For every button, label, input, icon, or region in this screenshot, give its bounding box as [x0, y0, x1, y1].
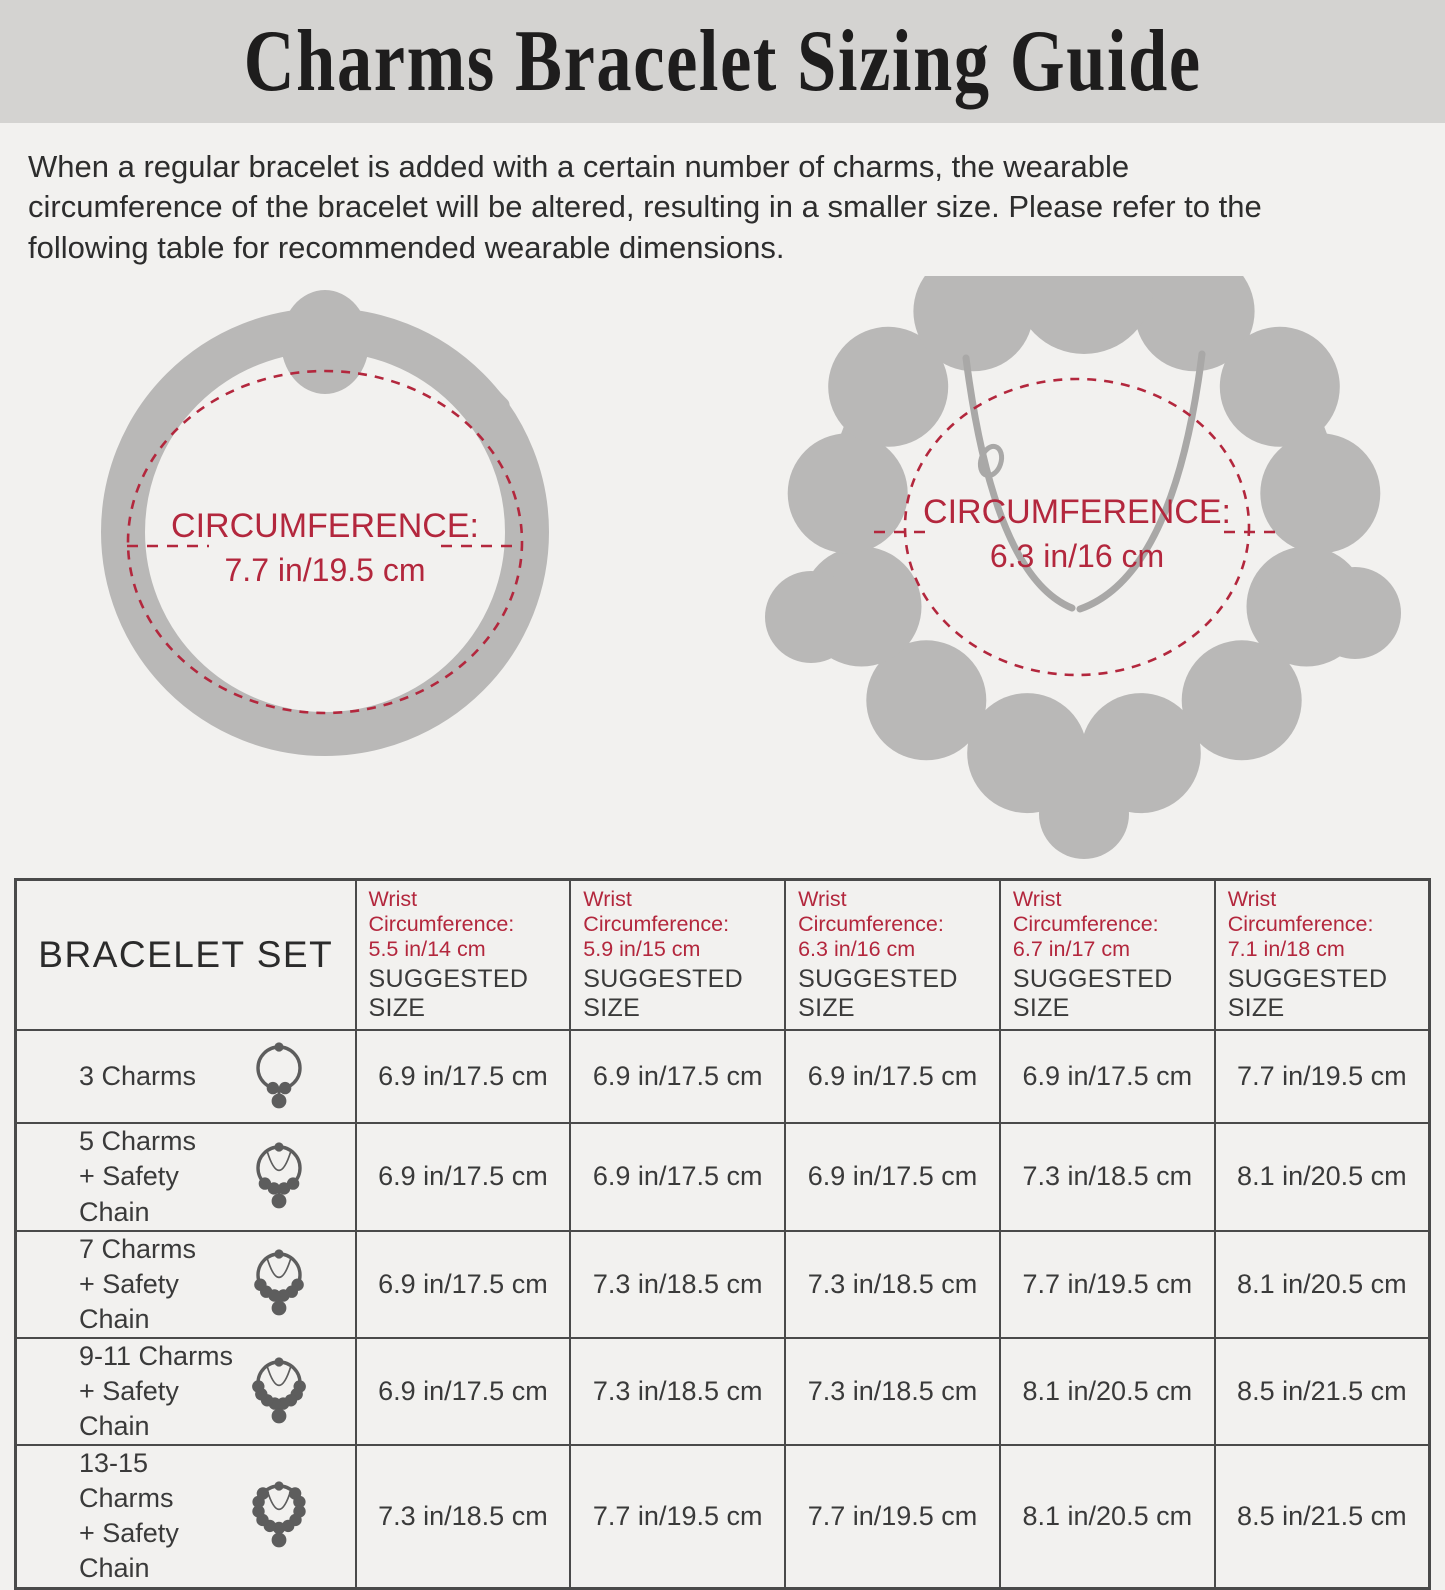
charm-bracelet-figure: [723, 274, 1445, 874]
illustrations-section: [0, 274, 1445, 874]
wrist-circumference-value: 6.7 in/17 cm: [1013, 937, 1206, 962]
wrist-circumference-label: Wrist Circumference:: [1228, 887, 1420, 937]
table-row: [16, 1338, 1430, 1445]
table-row: [16, 1123, 1430, 1230]
intro-line: When a regular bracelet is added with a certain number of charms, the wearable: [28, 147, 1417, 187]
table-row: [16, 1030, 1430, 1123]
suggested-size-value: 7.7 in/19.5 cm: [570, 1445, 785, 1588]
page-title: Charms Bracelet Sizing Guide: [244, 11, 1202, 112]
suggested-size-label: SUGGESTED SIZE: [1013, 965, 1206, 1023]
intro-paragraph: [28, 147, 1417, 268]
suggested-size-label: SUGGESTED SIZE: [1228, 965, 1420, 1023]
suggested-size-value: 6.9 in/17.5 cm: [570, 1123, 785, 1230]
table-row: [16, 1231, 1430, 1338]
bracelet-set-label: 13-15 Charms + Safety Chain: [79, 1446, 247, 1586]
circumference-value: 6.3 in/16 cm: [990, 538, 1164, 574]
bracelet-set-cell: [16, 1338, 356, 1445]
intro-line: circumference of the bracelet will be altered, resulting in a smaller size. Please refer to the: [28, 187, 1417, 227]
suggested-size-value: 7.3 in/18.5 cm: [785, 1231, 1000, 1338]
suggested-size-label: SUGGESTED SIZE: [369, 965, 562, 1023]
suggested-size-value: 7.3 in/18.5 cm: [570, 1231, 785, 1338]
suggested-size-value: 6.9 in/17.5 cm: [356, 1030, 571, 1123]
suggested-size-value: 7.3 in/18.5 cm: [785, 1338, 1000, 1445]
suggested-size-value: 7.7 in/19.5 cm: [785, 1445, 1000, 1588]
wrist-circumference-value: 7.1 in/18 cm: [1228, 937, 1420, 962]
suggested-size-value: 7.7 in/19.5 cm: [1215, 1030, 1430, 1123]
wrist-circumference-label: Wrist Circumference:: [583, 887, 776, 937]
bracelet-set-header: BRACELET SET: [16, 879, 356, 1030]
charm-bracelet-illustration: [754, 276, 1414, 876]
bracelet-set-cell: [16, 1123, 356, 1230]
suggested-size-value: 8.5 in/21.5 cm: [1215, 1445, 1430, 1588]
wrist-circumference-label: Wrist Circumference:: [798, 887, 991, 937]
wrist-circumference-value: 5.5 in/14 cm: [369, 937, 562, 962]
bracelet-set-icon: [247, 1246, 311, 1322]
wrist-column-header: [356, 879, 571, 1030]
bracelet-set-label: 5 Charms + Safety Chain: [79, 1124, 247, 1229]
bracelet-set-label: 3 Charms: [79, 1059, 196, 1094]
suggested-size-value: 8.1 in/20.5 cm: [1000, 1445, 1215, 1588]
suggested-size-value: 8.5 in/21.5 cm: [1215, 1338, 1430, 1445]
suggested-size-value: 6.9 in/17.5 cm: [356, 1231, 571, 1338]
bracelet-set-cell: [16, 1030, 356, 1123]
suggested-size-value: 7.3 in/18.5 cm: [356, 1445, 571, 1588]
title-banner: [0, 0, 1445, 123]
suggested-size-label: SUGGESTED SIZE: [583, 965, 776, 1023]
table-header-row: [16, 879, 1430, 1030]
bracelet-set-icon: [247, 1139, 311, 1215]
wrist-circumference-value: 6.3 in/16 cm: [798, 937, 991, 962]
suggested-size-value: 6.9 in/17.5 cm: [1000, 1030, 1215, 1123]
suggested-size-value: 7.7 in/19.5 cm: [1000, 1231, 1215, 1338]
suggested-size-value: 6.9 in/17.5 cm: [785, 1030, 1000, 1123]
clasp-bead: [1014, 276, 1154, 354]
suggested-size-value: 7.3 in/18.5 cm: [1000, 1123, 1215, 1230]
plain-bracelet-illustration: [15, 284, 635, 784]
suggested-size-value: 6.9 in/17.5 cm: [785, 1123, 1000, 1230]
bracelet-set-icon: [247, 1478, 311, 1554]
bracelet-set-icon: [247, 1039, 311, 1115]
clasp-shape: [281, 290, 369, 394]
suggested-size-value: 6.9 in/17.5 cm: [570, 1030, 785, 1123]
suggested-size-value: 7.3 in/18.5 cm: [570, 1338, 785, 1445]
wrist-column-header: [785, 879, 1000, 1030]
suggested-size-value: 8.1 in/20.5 cm: [1000, 1338, 1215, 1445]
bracelet-set-label: 9-11 Charms + Safety Chain: [79, 1339, 247, 1444]
circumference-value: 7.7 in/19.5 cm: [225, 552, 426, 588]
wrist-column-header: [1215, 879, 1430, 1030]
circumference-label: CIRCUMFERENCE:: [923, 493, 1231, 531]
suggested-size-value: 6.9 in/17.5 cm: [356, 1123, 571, 1230]
table-row: [16, 1445, 1430, 1588]
bracelet-set-icon: [247, 1354, 311, 1430]
suggested-size-value: 6.9 in/17.5 cm: [356, 1338, 571, 1445]
wrist-column-header: [1000, 879, 1215, 1030]
intro-line: following table for recommended wearable dimensions.: [28, 228, 1417, 268]
circumference-label: CIRCUMFERENCE:: [171, 507, 479, 545]
bracelet-set-cell: [16, 1445, 356, 1588]
suggested-size-value: 8.1 in/20.5 cm: [1215, 1231, 1430, 1338]
wrist-column-header: [570, 879, 785, 1030]
suggested-size-label: SUGGESTED SIZE: [798, 965, 991, 1023]
plain-bracelet-figure: [0, 274, 723, 874]
suggested-size-value: 8.1 in/20.5 cm: [1215, 1123, 1430, 1230]
sizing-table: [14, 878, 1431, 1590]
bracelet-set-cell: [16, 1231, 356, 1338]
wrist-circumference-label: Wrist Circumference:: [1013, 887, 1206, 937]
wrist-circumference-value: 5.9 in/15 cm: [583, 937, 776, 962]
bracelet-set-label: 7 Charms + Safety Chain: [79, 1232, 247, 1337]
wrist-circumference-label: Wrist Circumference:: [369, 887, 562, 937]
